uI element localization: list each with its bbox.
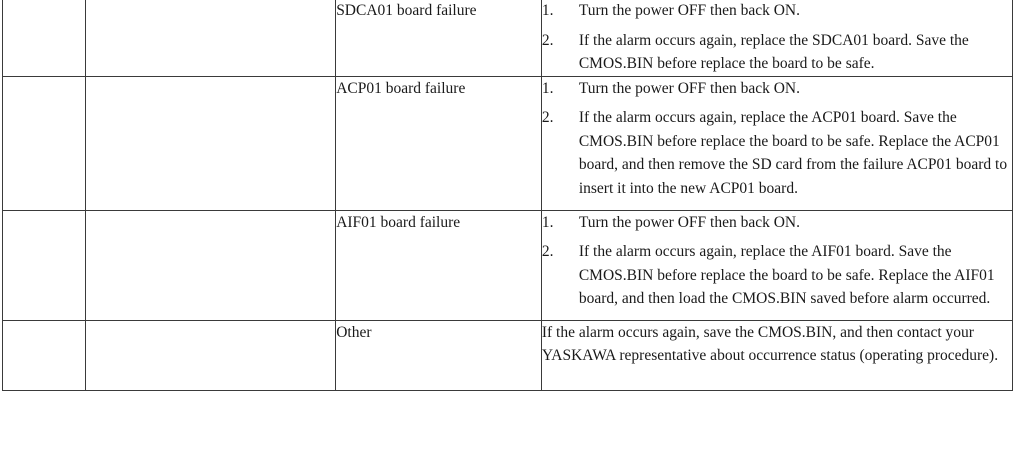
step-text: If the alarm occurs again, replace the AIF01 board. Save the CMOS.BIN before replace the board to be safe. Replace the AIF01 board, and then load the CMOS.BIN saved before alarm occurred. (578, 243, 995, 307)
remedy-step (542, 29, 1012, 76)
step-number: 2. (541, 31, 554, 49)
alarm-number-cell (3, 0, 86, 76)
remedy-cell (541, 0, 1012, 76)
remedy-text: If the alarm occurs again, save the CMOS.BIN, and then contact your YASKAWA representative about occurrence status (operating procedure). (541, 323, 999, 364)
step-number: 2. (541, 243, 554, 260)
cause-cell: Other (336, 320, 542, 390)
alarm-name-cell (85, 76, 335, 210)
step-text: If the alarm occurs again, replace the SDCA01 board. Save the CMOS.BIN before replace the board to be safe. (578, 31, 969, 72)
step-number: 1. (541, 2, 554, 19)
table-row (3, 210, 1013, 320)
table-row (3, 76, 1013, 210)
alarm-name-cell (85, 320, 335, 390)
cause-cell: SDCA01 board failure (336, 0, 542, 76)
step-number: 1. (541, 213, 554, 231)
remedy-steps (542, 211, 1012, 311)
cause-cell: ACP01 board failure (336, 76, 542, 210)
step-text: Turn the power OFF then back ON. (578, 79, 800, 97)
alarm-number-cell (3, 320, 86, 390)
alarm-remedy-table (2, 0, 1013, 391)
table-row (3, 0, 1013, 76)
remedy-cell (541, 76, 1012, 210)
alarm-name-cell (85, 210, 335, 320)
remedy-step (542, 77, 1012, 101)
remedy-cell (541, 320, 1012, 390)
remedy-cell (541, 210, 1012, 320)
step-number: 2. (541, 109, 554, 126)
remedy-step (542, 240, 1012, 311)
step-text: If the alarm occurs again, replace the ACP01 board. Save the CMOS.BIN before replace the board to be safe. Replace the ACP01 board, and then remove the SD card from the failure ACP01 board to insert it into the new ACP01 board. (578, 109, 1008, 197)
table-row (3, 320, 1013, 390)
remedy-steps (542, 0, 1012, 76)
step-text: Turn the power OFF then back ON. (578, 213, 800, 231)
alarm-number-cell (3, 210, 86, 320)
cause-cell: AIF01 board failure (336, 210, 542, 320)
remedy-step (542, 211, 1012, 235)
remedy-step (542, 0, 1012, 23)
remedy-steps (542, 77, 1012, 201)
alarm-number-cell (3, 76, 86, 210)
step-text: Turn the power OFF then back ON. (578, 2, 800, 19)
alarm-name-cell (85, 0, 335, 76)
remedy-step (542, 106, 1012, 200)
step-number: 1. (541, 79, 554, 97)
